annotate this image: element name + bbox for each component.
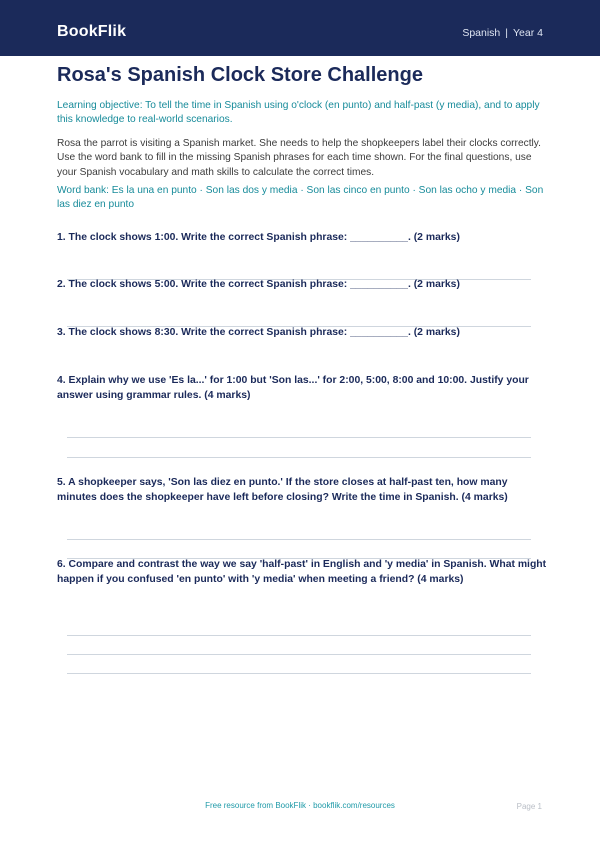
header-bar xyxy=(0,0,600,56)
question-6: 6. Compare and contrast the way we say 'half-past' in English and 'y media' in Spanish. What might happen if you confused 'en punto' with 'y media' when meeting a friend? (4 marks) xyxy=(57,559,547,586)
brand-logo: BookFlik xyxy=(57,23,127,40)
answer-line[interactable] xyxy=(67,539,531,540)
learning-objective: Learning objective: To tell the time in Spanish using o'clock (en punto) and half-past (y media), and to apply this knowledge to real-world scenarios. xyxy=(57,100,540,125)
worksheet-title: Rosa's Spanish Clock Store Challenge xyxy=(57,64,423,86)
question-2: 2. The clock shows 5:00. Write the correct Spanish phrase: __________. (2 marks) xyxy=(57,279,460,290)
answer-line[interactable] xyxy=(67,457,531,458)
meta-separator: | xyxy=(505,27,509,39)
page-number: Page 1 xyxy=(516,802,542,811)
question-5: 5. A shopkeeper says, 'Son las diez en punto.' If the store closes at half-past ten, how many minutes does the shopkeeper have left before closing? Write the time in Spanish. (4 marks) xyxy=(57,477,508,504)
subject-label: Spanish xyxy=(462,27,501,39)
question-4: 4. Explain why we use 'Es la...' for 1:00 but 'Son las...' for 2:00, 5:00, 8:00 and 10:00. Justify your answer using grammar rules. (4 marks) xyxy=(57,375,529,402)
question-3: 3. The clock shows 8:30. Write the correct Spanish phrase: __________. (2 marks) xyxy=(57,327,460,338)
subject-year-label xyxy=(462,27,543,39)
word-bank: Word bank: Es la una en punto · Son las dos y media · Son las cinco en punto · Son las ocho y media · Son las diez en punto xyxy=(57,185,544,210)
answer-line[interactable] xyxy=(67,635,531,636)
answer-line[interactable] xyxy=(67,654,531,655)
answer-line[interactable] xyxy=(67,437,531,438)
question-1: 1. The clock shows 1:00. Write the correct Spanish phrase: __________. (2 marks) xyxy=(57,232,460,243)
intro-paragraph: Rosa the parrot is visiting a Spanish market. She needs to help the shopkeepers label their clocks correctly. Use the word bank to fill in the missing Spanish phrases for each time shown. For the final questions, use your Spanish vocabulary and math skills to calculate the correct times. xyxy=(57,138,541,178)
footer-resource: Free resource from BookFlik · bookflik.com/resources xyxy=(205,801,395,810)
year-label: Year 4 xyxy=(513,27,543,39)
answer-line[interactable] xyxy=(67,673,531,674)
